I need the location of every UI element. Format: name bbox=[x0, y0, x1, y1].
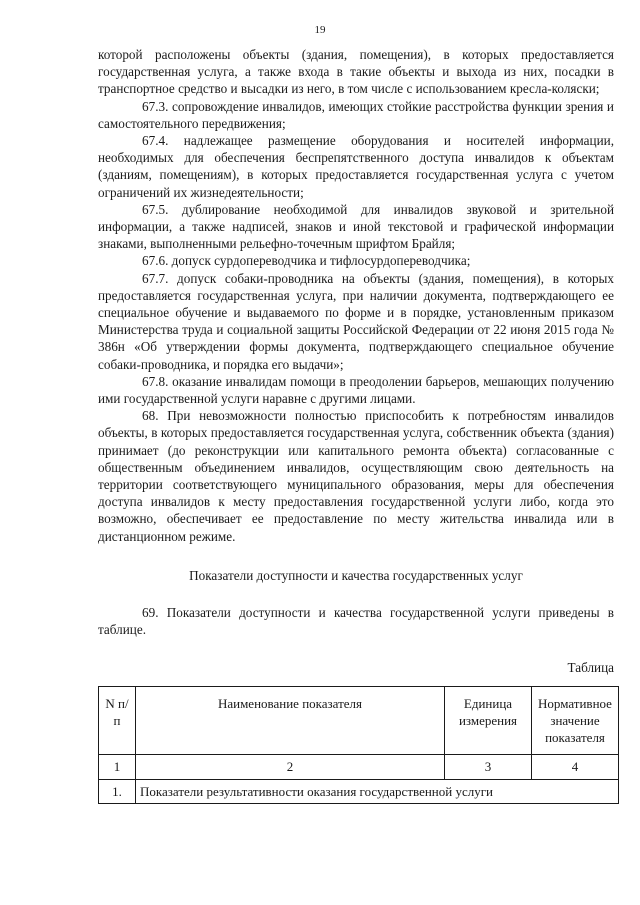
intro-paragraph: 69. Показатели доступности и качества государственной услуги приведены в таблице. bbox=[98, 605, 614, 638]
header-norm-value: Нормативное значение показателя bbox=[532, 686, 619, 754]
table-column-numbers-row bbox=[99, 754, 619, 779]
paragraph: 68. При невозможности полностью приспособить к потребностям инвалидов объекты, в которых предоставляется государственная услуга, собственник объекта (здания) принимает (до реконструкции или капитального ремонта объекта) согласованные с общественным объединением инвалидов, осуществляющим свою деятельность на территории соответствующего муниципального образования, меры для обеспечения доступа инвалидов к месту предоставления государственной услуги либо, когда это возможно, обеспечивает ее предоставление по месту жительства инвалида или в дистанционном режиме. bbox=[98, 408, 614, 544]
column-number-2: 2 bbox=[136, 754, 445, 779]
section-title: Показатели доступности и качества государственных услуг bbox=[189, 567, 523, 583]
column-number-1: 1 bbox=[99, 754, 136, 779]
indicators-table bbox=[98, 686, 619, 804]
table-caption: Таблица bbox=[567, 659, 614, 675]
paragraph: 67.6. допуск сурдопереводчика и тифлосурдопереводчика; bbox=[142, 253, 471, 269]
table-header-row bbox=[99, 686, 619, 754]
paragraph-list bbox=[98, 46, 614, 545]
paragraph: 67.4. надлежащее размещение оборудования и носителей информации, необходимых для обеспечения беспрепятственного доступа инвалидов к объектам (зданиям, помещениям), в которых предоставляется государственная услуга с учетом ограничений их жизнедеятельности; bbox=[98, 133, 614, 200]
page-number: 19 bbox=[314, 24, 326, 36]
paragraph: 67.3. сопровождение инвалидов, имеющих стойкие расстройства функции зрения и самостоятельного передвижения; bbox=[98, 98, 614, 131]
paragraph: которой расположены объекты (здания, помещения), в которых предоставляется государственная услуга, а также входа в такие объекты и выхода из них, посадки в транспортное средство и высадки из него, в том числе с использованием кресла-коляски; bbox=[98, 47, 614, 97]
paragraph: 67.5. дублирование необходимой для инвалидов звуковой и зрительной информации, а также надписей, знаков и иной текстовой и графической информации знаками, выполненными рельефно-точечным шрифтом Брайля; bbox=[98, 201, 614, 252]
paragraph: 67.8. оказание инвалидам помощи в преодолении барьеров, мешающих получению ими государственной услуги наравне с другими лицами. bbox=[98, 373, 614, 407]
column-number-3: 3 bbox=[445, 754, 532, 779]
header-number: N п/п bbox=[99, 686, 136, 754]
row-number: 1. bbox=[99, 779, 136, 803]
table-row bbox=[99, 779, 619, 803]
header-unit: Единица измерения bbox=[445, 686, 532, 754]
row-indicator-name: Показатели результативности оказания государственной услуги bbox=[136, 779, 619, 803]
paragraph: 67.7. допуск собаки-проводника на объекты (здания, помещения), в которых предоставляется государственная услуга, при наличии документа, подтверждающего ее специальное обучение и выдаваемого по форме и в порядке, установленным приказом Министерства труда и социальной защиты Российской Федерации от 22 июня 2015 года № 386н «Об утверждении формы документа, подтверждающего специальное обучение собаки-проводника, и порядка его выдачи»; bbox=[98, 270, 614, 372]
document-body bbox=[98, 46, 614, 804]
column-number-4: 4 bbox=[532, 754, 619, 779]
header-indicator-name: Наименование показателя bbox=[136, 686, 445, 754]
